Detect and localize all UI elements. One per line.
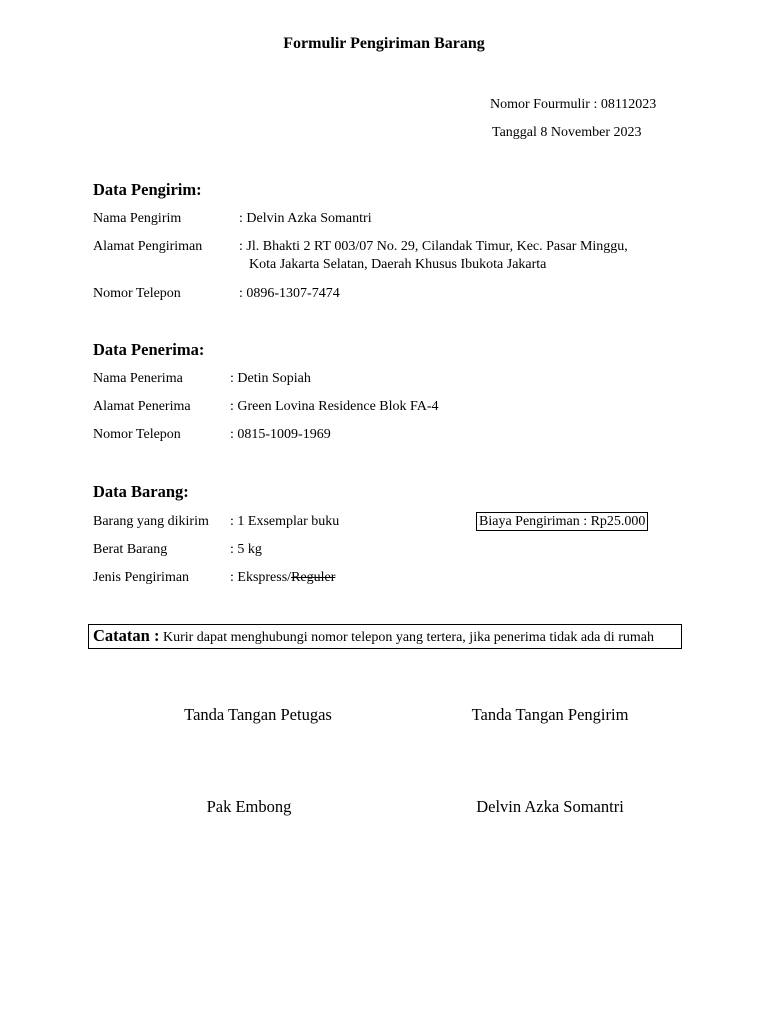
goods-section-heading: Data Barang:	[93, 482, 189, 501]
form-date: Tanggal 8 November 2023	[492, 125, 642, 140]
recipient-address-label: Alamat Penerima	[93, 399, 191, 414]
sender-name-label: Nama Pengirim	[93, 211, 182, 226]
sender-address-label: Alamat Pengiriman	[93, 239, 203, 254]
sender-name-value: : Delvin Azka Somantri	[239, 211, 372, 226]
sender-signature-title: Tanda Tangan Pengirim	[471, 705, 629, 724]
goods-weight-value: : 5 kg	[230, 542, 262, 557]
recipient-phone-value: : 0815-1009-1969	[230, 427, 331, 442]
goods-weight-label: Berat Barang	[93, 542, 168, 557]
recipient-phone-label: Nomor Telepon	[93, 427, 181, 442]
goods-type-selected: : Ekspress/	[230, 570, 292, 585]
goods-item-value: : 1 Exsemplar buku	[230, 514, 340, 529]
form-title: Formulir Pengiriman Barang	[283, 35, 485, 52]
goods-type-value	[230, 569, 335, 587]
sender-phone-label: Nomor Telepon	[93, 286, 181, 301]
recipient-name-label: Nama Penerima	[93, 371, 183, 386]
sender-signature-name: Delvin Azka Somantri	[476, 797, 624, 816]
goods-type-struck: Reguler	[291, 570, 336, 585]
note-box	[88, 624, 682, 649]
sender-section-heading: Data Pengirim:	[93, 180, 202, 199]
sender-address-value-line2: Kota Jakarta Selatan, Daerah Khusus Ibukota Jakarta	[249, 257, 547, 272]
note-text: Kurir dapat menghubungi nomor telepon yang tertera, jika penerima tidak ada di rumah	[162, 630, 654, 645]
sender-address-value-line1: : Jl. Bhakti 2 RT 003/07 No. 29, Cilandak Timur, Kec. Pasar Minggu,	[239, 239, 628, 254]
note-heading: Catatan :	[93, 626, 160, 645]
sender-phone-value: : 0896-1307-7474	[239, 286, 340, 301]
form-number: Nomor Fourmulir : 08112023	[490, 97, 657, 112]
officer-signature-title: Tanda Tangan Petugas	[184, 705, 332, 724]
shipping-fee-box: Biaya Pengiriman : Rp25.000	[476, 512, 648, 531]
officer-name: Pak Embong	[206, 797, 292, 816]
recipient-address-value: : Green Lovina Residence Blok FA-4	[230, 399, 439, 414]
goods-type-label: Jenis Pengiriman	[93, 570, 190, 585]
recipient-name-value: : Detin Sopiah	[230, 371, 311, 386]
goods-item-label: Barang yang dikirim	[93, 514, 209, 529]
recipient-section-heading: Data Penerima:	[93, 340, 205, 359]
